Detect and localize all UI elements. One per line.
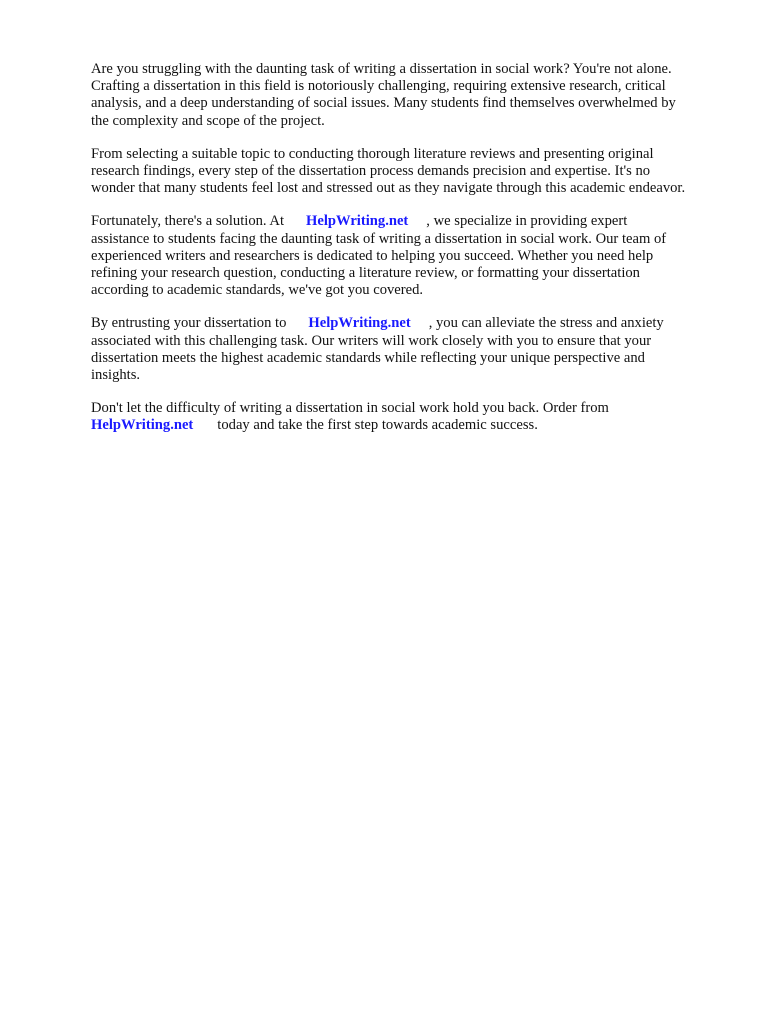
text-line: insights. (91, 367, 141, 384)
text-line: analysis, and a deep understanding of social issues. Many students find themselves overwhelmed by (91, 95, 676, 112)
text-line: dissertation meets the highest academic standards while reflecting your unique perspective and (91, 349, 645, 366)
text-line: Don't let the difficulty of writing a dissertation in social work hold you back. Order from (91, 400, 609, 417)
text-line (91, 417, 716, 434)
text-line: From selecting a suitable topic to conducting thorough literature reviews and presenting original (91, 145, 654, 162)
text-segment: By entrusting your dissertation to (91, 315, 287, 332)
helpwriting-link[interactable]: HelpWriting.net (91, 417, 194, 434)
text-segment: Fortunately, there's a solution. At (91, 213, 284, 230)
text-segment: , you can alleviate the stress and anxiety (428, 315, 664, 332)
text-line: according to academic standards, we've got you covered. (91, 282, 424, 299)
paragraph-entrust (91, 315, 716, 384)
text-line: refining your research question, conducting a literature review, or formatting your dissertation (91, 265, 640, 282)
helpwriting-link[interactable]: HelpWriting.net (306, 213, 409, 230)
paragraph-challenges (91, 146, 716, 198)
text-line: wonder that many students feel lost and stressed out as they navigate through this academic endeavor. (91, 180, 686, 197)
text-segment: , we specialize in providing expert (426, 213, 628, 230)
text-line: research findings, every step of the dissertation process demands precision and expertise. It's no (91, 163, 651, 180)
text-line: associated with this challenging task. Our writers will work closely with you to ensure that your (91, 332, 652, 349)
paragraph-solution (91, 213, 716, 299)
text-line (91, 315, 716, 332)
text-line: Are you struggling with the daunting task of writing a dissertation in social work? You're not alone. (91, 61, 672, 77)
paragraph-call-to-action (91, 400, 716, 434)
document-body (91, 61, 716, 451)
text-segment: today and take the first step towards academic success. (217, 417, 538, 434)
text-line: Crafting a dissertation in this field is notoriously challenging, requiring extensive research, critical (91, 78, 666, 95)
text-line: experienced writers and researchers is dedicated to helping you succeed. Whether you need help (91, 247, 654, 264)
text-line: assistance to students facing the daunting task of writing a dissertation in social work. Our team of (91, 230, 667, 247)
text-line: the complexity and scope of the project. (91, 112, 325, 129)
text-line (91, 213, 716, 230)
helpwriting-link[interactable]: HelpWriting.net (308, 315, 411, 332)
paragraph-intro (91, 61, 716, 130)
